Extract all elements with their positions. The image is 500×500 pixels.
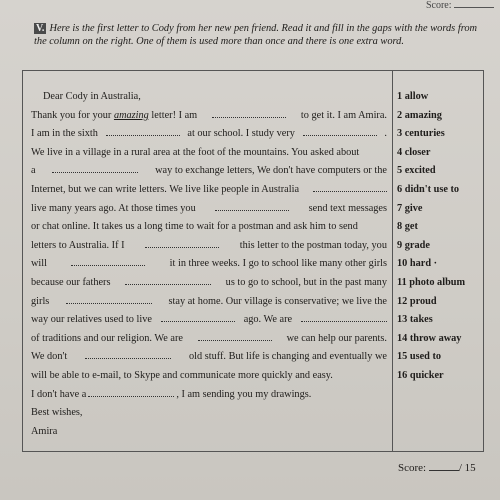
score	[398, 462, 476, 474]
text: Thank you for your	[31, 109, 112, 121]
text: .	[384, 128, 387, 140]
letter-line	[31, 293, 387, 312]
word-item: 4 closer	[397, 146, 431, 158]
word-item: 9 grade	[397, 239, 430, 251]
text: it in three weeks. I go to school like many other girls	[169, 258, 387, 270]
letter-line	[31, 330, 387, 349]
text: live many years ago. At those times you	[31, 202, 196, 214]
word-item: 10 hard ·	[397, 258, 438, 270]
score-blank[interactable]	[429, 462, 459, 471]
gap-blank[interactable]	[52, 162, 138, 173]
instructions	[34, 22, 484, 48]
text: at our school. I study very	[187, 128, 295, 140]
word-item: 11 photo album	[397, 276, 466, 288]
letter-line	[31, 88, 387, 107]
letter-line	[31, 274, 387, 293]
letter-line	[31, 311, 387, 330]
gap-blank[interactable]	[125, 274, 211, 285]
text: Internet, but we can write letters. We live like people in Australia	[31, 183, 300, 195]
letter-line	[31, 107, 387, 126]
letter-text	[31, 88, 387, 441]
text: way our relatives used to live	[31, 314, 152, 326]
letter-line	[31, 348, 387, 367]
word-item: 15 used to	[397, 351, 442, 363]
text: I don't have a	[31, 388, 87, 400]
letter-line	[31, 423, 387, 442]
word-item: 16 quicker	[397, 369, 444, 381]
letter-line	[31, 162, 387, 181]
word-item: 5 excited	[397, 165, 436, 177]
word-list	[397, 88, 481, 386]
text: letter! I am	[151, 109, 198, 121]
text: We don't	[31, 351, 68, 363]
letter-line	[31, 404, 387, 423]
column-divider	[392, 71, 393, 451]
signature: Amira	[31, 425, 58, 437]
text: this letter to the postman today, you	[239, 239, 387, 251]
text: us to go to school, but in the past many	[225, 276, 387, 288]
word-item: 12 proud	[397, 295, 437, 307]
score-total: / 15	[458, 462, 476, 474]
score-label: Score:	[398, 462, 427, 474]
gap-blank[interactable]	[301, 311, 387, 322]
example-answer: amazing	[113, 109, 149, 121]
gap-blank[interactable]	[66, 293, 152, 304]
text: will be able to e-mail, to Skype and communicate more quickly and easy.	[31, 369, 333, 381]
letter-line	[31, 237, 387, 256]
text: stay at home. Our village is conservative; we live the	[168, 295, 387, 307]
closing: Best wishes,	[31, 407, 83, 419]
gap-blank[interactable]	[88, 386, 174, 397]
gap-blank[interactable]	[71, 255, 145, 266]
text: old stuff. But life is changing and eventually we	[189, 351, 387, 363]
text: because our fathers	[31, 276, 111, 288]
gap-blank[interactable]	[106, 125, 180, 136]
text: way to exchange letters, We don't have computers or the	[155, 165, 387, 177]
word-item: 1 allow	[397, 91, 429, 102]
gap-blank[interactable]	[198, 330, 272, 341]
exercise-box	[22, 70, 484, 452]
gap-blank[interactable]	[313, 181, 387, 192]
instructions-text: Here is the first letter to Cody from her new pen friend. Read it and fill in the gaps with the words from the column on the right. One of them is used more than once and there is one extra word.	[34, 23, 478, 47]
letter-line	[31, 386, 387, 405]
letter-line	[31, 367, 387, 386]
word-item: 8 get	[397, 221, 418, 233]
gap-blank[interactable]	[161, 311, 235, 322]
text: send text messages	[308, 202, 387, 214]
letter-line	[31, 218, 387, 237]
text: girls	[31, 295, 50, 307]
text: I am in the sixth	[31, 128, 98, 140]
exercise-number: V.	[36, 23, 45, 34]
top-score-label: Score:	[425, 0, 452, 11]
text: a	[31, 165, 36, 177]
word-item: 7 give	[397, 202, 423, 214]
word-item: 6 didn't use to	[397, 183, 460, 195]
top-score	[426, 0, 494, 11]
letter-line	[31, 144, 387, 163]
gap-blank[interactable]	[215, 200, 289, 211]
text: , I am sending you my drawings.	[176, 388, 312, 400]
gap-blank[interactable]	[303, 125, 377, 136]
text: to get it. I am Amira.	[300, 109, 387, 121]
letter-line	[31, 125, 387, 144]
text: ago. We are	[243, 314, 293, 326]
greeting: Dear Cody in Australia,	[43, 91, 141, 102]
text: We live in a village in a rural area at the foot of the mountains. You asked about	[31, 146, 360, 158]
word-item: 3 centuries	[397, 128, 445, 140]
gap-blank[interactable]	[85, 348, 171, 359]
word-item: 14 throw away	[397, 332, 462, 344]
text: we can help our parents.	[286, 332, 387, 344]
word-item: 13 takes	[397, 314, 433, 326]
text: of traditions and our religion. We are	[31, 332, 183, 344]
letter-line	[31, 255, 387, 274]
text: letters to Australia. If I	[31, 239, 125, 251]
letter-line	[31, 181, 387, 200]
word-item: 2 amazing	[397, 109, 442, 121]
top-score-blank[interactable]	[454, 1, 494, 8]
letter-line	[31, 200, 387, 219]
gap-blank[interactable]	[145, 237, 219, 248]
text: will	[31, 258, 48, 270]
gap-blank[interactable]	[212, 107, 286, 118]
text: or chat online. It takes us a long time to wait for a postman and ask him to send	[31, 221, 358, 233]
